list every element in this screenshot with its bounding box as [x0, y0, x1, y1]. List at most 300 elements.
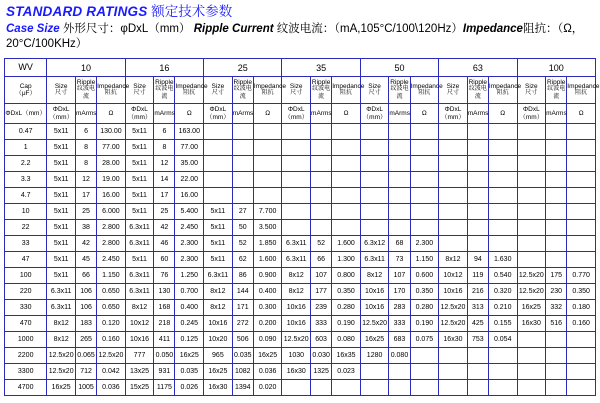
cell: 6.3x11	[125, 284, 154, 300]
cell: 0.280	[410, 300, 439, 316]
cell	[311, 156, 332, 172]
cap-value: 220	[5, 284, 47, 300]
cell	[253, 188, 282, 204]
unit-header-ripple-50: mArms	[389, 104, 410, 124]
cell	[253, 156, 282, 172]
cell: 130.00	[97, 124, 126, 140]
sub-header-impedance-50	[410, 77, 443, 104]
table-row	[5, 252, 596, 268]
cell	[332, 172, 361, 188]
sub-header-size-35	[282, 77, 311, 104]
sub-header-en: Impedance	[410, 82, 443, 90]
cell	[467, 204, 488, 220]
cell: 5x11	[125, 140, 154, 156]
cell	[253, 140, 282, 156]
cell: 50	[232, 220, 253, 236]
cell: 10x16	[204, 316, 233, 332]
cell	[439, 172, 468, 188]
table-row	[5, 172, 596, 188]
sub-header-size-25	[204, 77, 233, 104]
cell: 411	[154, 332, 175, 348]
cell: 1.600	[253, 252, 282, 268]
case-size-cn: 外形尺寸：	[62, 23, 121, 35]
cell: 16.00	[175, 188, 204, 204]
cell: 0.023	[332, 364, 361, 380]
cell	[467, 364, 488, 380]
cell: 168	[154, 300, 175, 316]
cell	[567, 252, 596, 268]
cell: 46	[154, 236, 175, 252]
cell	[389, 172, 410, 188]
cell: 10x16	[282, 300, 311, 316]
cell: 66	[311, 252, 332, 268]
cell: 8x12	[204, 284, 233, 300]
cell	[311, 188, 332, 204]
cell: 5x11	[125, 156, 154, 172]
cap-value: 3300	[5, 364, 47, 380]
sub-header-en: Ripple	[233, 78, 252, 86]
cell	[389, 124, 410, 140]
cell: 333	[311, 316, 332, 332]
sub-header-size-63	[439, 77, 468, 104]
cell: 60	[154, 252, 175, 268]
cell: 12.5x20	[439, 316, 468, 332]
cell: 1.630	[488, 252, 517, 268]
cell: 0.400	[253, 284, 282, 300]
cell: 94	[467, 252, 488, 268]
cell: 13x25	[125, 364, 154, 380]
cell	[232, 140, 253, 156]
sub-header-cn: 纹波电流	[77, 86, 96, 100]
cell	[467, 380, 488, 396]
cell	[439, 124, 468, 140]
cell: 62	[232, 252, 253, 268]
voltage-10: 10	[47, 59, 125, 77]
cell	[517, 124, 546, 140]
imp-val: （Ω，20°C/100KHz）	[6, 23, 584, 50]
cell: 753	[467, 332, 488, 348]
cell: 0.050	[154, 348, 175, 364]
sub-header-ripple-100	[546, 77, 567, 104]
unit-header-impedance-63: Ω	[488, 104, 517, 124]
cell: 8	[154, 140, 175, 156]
cell	[517, 188, 546, 204]
sub-header-en: Size	[133, 82, 146, 90]
table-row	[5, 156, 596, 172]
cell: 0.600	[410, 268, 439, 284]
cell	[360, 172, 389, 188]
cell	[546, 124, 567, 140]
cell	[467, 348, 488, 364]
cell: 5x11	[204, 252, 233, 268]
cell: 0.350	[410, 284, 439, 300]
sub-header-impedance-35	[332, 77, 365, 104]
sub-header-ripple-10	[75, 77, 96, 104]
cell	[360, 156, 389, 172]
cell	[410, 172, 439, 188]
sub-header-ripple-35	[311, 77, 332, 104]
cell: 16x35	[332, 348, 361, 364]
cell: 333	[389, 316, 410, 332]
cell	[546, 140, 567, 156]
cell	[389, 380, 410, 396]
sub-header-cn: 阻抗	[418, 90, 431, 96]
cell	[232, 156, 253, 172]
sub-header-en: Size	[54, 82, 68, 90]
cell: 425	[467, 316, 488, 332]
table-row	[5, 332, 596, 348]
sub-header-cn: 纹波电流	[547, 86, 566, 100]
cell: 0.280	[332, 300, 361, 316]
sub-header-cn: 纹波电流	[312, 86, 331, 100]
cell: 76	[154, 268, 175, 284]
subtitle	[0, 20, 600, 52]
cell	[410, 188, 439, 204]
sub-header-impedance-10	[97, 77, 130, 104]
cell: 2.450	[97, 252, 126, 268]
table-row	[5, 348, 596, 364]
cell: 42	[154, 220, 175, 236]
cell: 6.3x11	[47, 284, 76, 300]
cell: 239	[311, 300, 332, 316]
cell: 5x11	[47, 204, 76, 220]
sub-header-en: Ripple	[311, 78, 331, 86]
cell: 6	[154, 124, 175, 140]
cell	[467, 172, 488, 188]
cell	[232, 172, 253, 188]
cap-value: 470	[5, 316, 47, 332]
sub-header-en: Ripple	[390, 78, 409, 86]
cell	[488, 220, 517, 236]
cell: 6.3x11	[125, 236, 154, 252]
ripple-cn: 纹波电流：	[276, 23, 335, 35]
cell	[567, 332, 596, 348]
sub-header-impedance-100	[567, 77, 600, 104]
sub-header-ripple-50	[389, 77, 410, 104]
cell	[311, 204, 332, 220]
cell: 6.3x11	[125, 220, 154, 236]
sub-header-en: Impedance	[567, 82, 600, 90]
cell	[282, 172, 311, 188]
sub-header-cn: 阻抗	[575, 90, 588, 96]
cell: 2.800	[97, 220, 126, 236]
cell	[517, 348, 546, 364]
sub-header-en: Ripple	[546, 78, 566, 86]
cell	[567, 236, 596, 252]
cell	[311, 172, 332, 188]
sub-header-cn: 阻抗	[339, 90, 352, 96]
cell: 5x11	[47, 156, 76, 172]
cell: 0.036	[253, 364, 282, 380]
unit-header-row	[5, 104, 596, 124]
unit-header-impedance-35: Ω	[332, 104, 361, 124]
cell: 6	[75, 124, 96, 140]
cell: 10x16	[439, 284, 468, 300]
cell	[567, 188, 596, 204]
cell: 10x12	[439, 268, 468, 284]
cell: 130	[154, 284, 175, 300]
cell: 12.5x20	[47, 364, 76, 380]
cell: 6.3x11	[282, 252, 311, 268]
cell: 5x11	[204, 220, 233, 236]
sub-header-impedance-63	[488, 77, 522, 104]
cell: 12	[75, 172, 96, 188]
cell	[360, 364, 389, 380]
cell: 5x11	[204, 236, 233, 252]
unit-header-impedance-25: Ω	[253, 104, 282, 124]
sub-header-cn: 纹波电流	[390, 86, 409, 100]
cell	[410, 124, 439, 140]
cell: 16x30	[282, 364, 311, 380]
voltage-63: 63	[439, 59, 517, 77]
cell	[488, 172, 517, 188]
sub-header-cn: 阻抗	[496, 90, 509, 96]
cell	[360, 380, 389, 396]
cell	[204, 172, 233, 188]
cell: 144	[232, 284, 253, 300]
cell	[410, 140, 439, 156]
cell	[517, 140, 546, 156]
cell: 8x12	[360, 268, 389, 284]
cell: 10x16	[282, 316, 311, 332]
cell: 10x20	[204, 332, 233, 348]
cell: 12.5x20	[360, 316, 389, 332]
cell: 506	[232, 332, 253, 348]
sub-header-en: Size	[368, 82, 381, 90]
cell	[488, 236, 517, 252]
cell: 1280	[360, 348, 389, 364]
cell	[332, 124, 361, 140]
cell: 5x11	[47, 188, 76, 204]
cell: 0.210	[488, 300, 517, 316]
cell: 0.026	[175, 380, 204, 396]
cell: 0.800	[332, 268, 361, 284]
cell	[360, 204, 389, 220]
case-size-en: Case Size	[6, 23, 60, 35]
cell	[488, 204, 517, 220]
cap-value: 47	[5, 252, 47, 268]
cell	[360, 140, 389, 156]
cell: 1.850	[253, 236, 282, 252]
cell	[567, 348, 596, 364]
cell	[389, 220, 410, 236]
cell: 45	[75, 252, 96, 268]
cell	[439, 380, 468, 396]
cell: 230	[546, 284, 567, 300]
cell: 86	[232, 268, 253, 284]
cell: 5x11	[47, 268, 76, 284]
cell	[546, 364, 567, 380]
sub-header-row	[5, 77, 596, 104]
cell	[360, 188, 389, 204]
sub-header-en: Ripple	[468, 78, 488, 86]
sub-header-cn: 阻抗	[183, 90, 196, 96]
cell	[389, 156, 410, 172]
unit-header-ripple-16: mArms	[154, 104, 175, 124]
cell: 6.000	[97, 204, 126, 220]
cell: 283	[389, 300, 410, 316]
cell	[467, 236, 488, 252]
cell: 2.300	[175, 252, 204, 268]
sub-header-en: Size	[211, 82, 225, 90]
cell	[467, 140, 488, 156]
cell: 8x12	[47, 332, 76, 348]
unit-header-ripple-63: mArms	[467, 104, 488, 124]
cell: 10x16	[125, 332, 154, 348]
cell	[546, 348, 567, 364]
cell: 0.200	[253, 316, 282, 332]
sub-header-cn: 尺寸	[290, 90, 303, 96]
cell	[517, 380, 546, 396]
cell	[311, 220, 332, 236]
cell: 16.00	[97, 188, 126, 204]
cap-label-cell	[5, 77, 47, 104]
cap-value: 1	[5, 140, 47, 156]
cell	[439, 188, 468, 204]
cell	[311, 140, 332, 156]
cell: 16x25	[360, 332, 389, 348]
sub-header-cn: 尺寸	[211, 90, 224, 96]
voltage-50: 50	[360, 59, 438, 77]
cell: 68	[389, 236, 410, 252]
cell: 52	[232, 236, 253, 252]
cell: 0.080	[389, 348, 410, 364]
cell: 5x11	[47, 220, 76, 236]
cell: 107	[389, 268, 410, 284]
cell	[439, 140, 468, 156]
imp-cn: 阻抗：	[522, 23, 558, 35]
cell: 22.00	[175, 172, 204, 188]
sub-header-cn: 阻抗	[261, 90, 274, 96]
cell: 1082	[232, 364, 253, 380]
cell: 77.00	[175, 140, 204, 156]
cell	[389, 204, 410, 220]
cell: 0.300	[253, 300, 282, 316]
cell	[410, 220, 439, 236]
cell: 0.042	[97, 364, 126, 380]
cell: 1.300	[332, 252, 361, 268]
cell: 0.245	[175, 316, 204, 332]
cell: 171	[232, 300, 253, 316]
cell	[467, 156, 488, 172]
cell: 25	[75, 204, 96, 220]
cell	[439, 348, 468, 364]
cell: 0.700	[175, 284, 204, 300]
cell	[488, 156, 517, 172]
cell	[517, 332, 546, 348]
cell	[360, 220, 389, 236]
cell	[488, 124, 517, 140]
cell	[332, 220, 361, 236]
sub-header-impedance-25	[253, 77, 287, 104]
unit-header-size-100: ΦDxL（mm）	[517, 104, 546, 124]
cell: 8x12	[282, 284, 311, 300]
cap-value: 4700	[5, 380, 47, 396]
cell: 12.5x20	[97, 348, 126, 364]
cell	[488, 364, 517, 380]
cell: 15x25	[125, 380, 154, 396]
cell	[410, 156, 439, 172]
sub-header-size-50	[360, 77, 389, 104]
page-title-cn: 额定技术参数	[151, 4, 233, 19]
cell: 2.450	[175, 220, 204, 236]
voltage-25: 25	[204, 59, 282, 77]
unit-header-size-35: ΦDxL（mm）	[282, 104, 311, 124]
cell: 5x11	[47, 140, 76, 156]
cell: 8	[75, 156, 96, 172]
cell: 66	[75, 268, 96, 284]
cell: 10x16	[360, 300, 389, 316]
sub-header-ripple-25	[232, 77, 253, 104]
table-row	[5, 300, 596, 316]
imp-en: Impedance	[462, 23, 523, 35]
cell	[282, 156, 311, 172]
sub-header-size-100	[517, 77, 546, 104]
cell	[439, 364, 468, 380]
cell: 1325	[311, 364, 332, 380]
cell	[488, 188, 517, 204]
cell: 17	[154, 188, 175, 204]
cell	[546, 204, 567, 220]
unit-header-impedance-16: Ω	[175, 104, 204, 124]
cell: 12.5x20	[47, 348, 76, 364]
cell	[488, 380, 517, 396]
cell: 5x11	[47, 124, 76, 140]
cell: 170	[389, 284, 410, 300]
cell	[311, 124, 332, 140]
cell: 0.020	[253, 380, 282, 396]
cell	[311, 380, 332, 396]
cap-value: 0.47	[5, 124, 47, 140]
voltage-header-row	[5, 59, 596, 77]
cell: 8x12	[439, 252, 468, 268]
voltage-16: 16	[125, 59, 203, 77]
cell: 0.400	[175, 300, 204, 316]
cell	[567, 172, 596, 188]
cell	[282, 140, 311, 156]
cell: 0.160	[97, 332, 126, 348]
ripple-val: （mA,105°C/100\120Hz）	[334, 23, 463, 35]
cell	[389, 188, 410, 204]
cell: 0.540	[488, 268, 517, 284]
cell: 265	[75, 332, 96, 348]
table-row	[5, 380, 596, 396]
cell: 16x25	[175, 348, 204, 364]
cell: 8x12	[125, 300, 154, 316]
cell: 5x11	[125, 204, 154, 220]
cell: 8	[75, 140, 96, 156]
sub-header-cn: 纹波电流	[233, 86, 252, 100]
cell: 8x12	[282, 268, 311, 284]
cell: 0.125	[175, 332, 204, 348]
unit-header-size-16: ΦDxL（mm）	[125, 104, 154, 124]
cell	[232, 124, 253, 140]
cell	[439, 204, 468, 220]
cell	[204, 124, 233, 140]
cell	[567, 364, 596, 380]
cell	[467, 124, 488, 140]
cell: 216	[467, 284, 488, 300]
cell	[232, 188, 253, 204]
cell: 712	[75, 364, 96, 380]
unit-header-size-50: ΦDxL（mm）	[360, 104, 389, 124]
cell: 177	[311, 284, 332, 300]
unit-header-cap: ΦDxL（mm）	[5, 104, 47, 124]
cell: 16x30	[439, 332, 468, 348]
cell: 0.030	[311, 348, 332, 364]
cap-value: 2.2	[5, 156, 47, 172]
cell	[567, 220, 596, 236]
